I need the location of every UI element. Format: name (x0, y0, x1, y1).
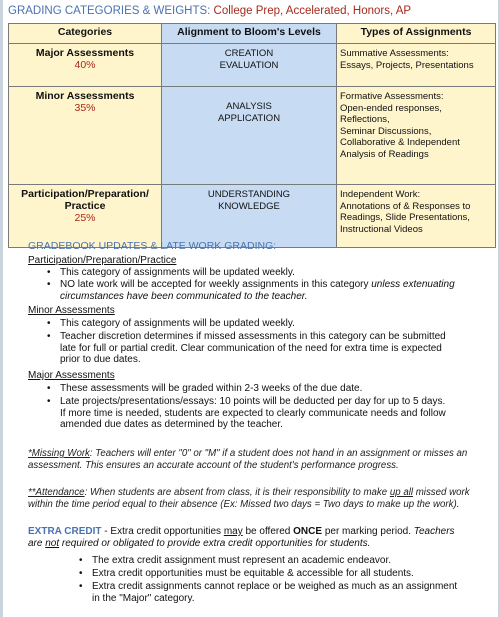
title-prefix: GRADING CATEGORIES & WEIGHTS: (8, 5, 211, 17)
list-item (79, 568, 414, 580)
attendance-text: within the time period equal to their absence (Ex: Missed two days = Two days to make up the work). (28, 498, 460, 510)
header-types: Types of Assignments (337, 24, 496, 44)
types-line: Summative Assessments: (340, 48, 449, 59)
types-line: Instructional Videos (340, 223, 423, 235)
extra-credit-text-italic: are (28, 537, 46, 549)
extra-credit-section (28, 526, 488, 549)
header-categories: Categories (9, 24, 162, 44)
bullet-text: NO late work will be accepted for weekly assignments in this category (60, 279, 369, 290)
header-bloom: Alignment to Bloom's Levels (162, 24, 337, 44)
bullet-icon: • (79, 581, 83, 592)
list-item (47, 279, 480, 302)
bullet-text: These assessments will be graded within 2-3 weeks of the due date. (60, 383, 363, 394)
bloom-level: APPLICATION (217, 113, 281, 124)
list-item (47, 383, 363, 395)
attendance-text-underlined: up all (389, 487, 414, 498)
extra-credit-not: not (45, 537, 60, 549)
types-line: Reflections, (340, 114, 390, 126)
attendance-note (28, 487, 480, 510)
types-line: Readings, Slide Presentations, (340, 212, 470, 224)
types-line: Annotations of & Responses to (340, 200, 471, 212)
types-line: Essays, Projects, Presentations (340, 59, 474, 71)
grading-table (8, 23, 496, 248)
missing-work-label: *Missing Work (28, 448, 90, 459)
participation-subheading: Participation/Preparation/Practice (28, 255, 177, 266)
extra-credit-text-italic: Teachers (410, 526, 455, 537)
minor-subheading: Minor Assessments (28, 305, 115, 316)
attendance-text: : When students are absent from class, it is their responsibility to make (84, 487, 390, 498)
bullet-text: amended due dates as determined by the teacher. (60, 419, 283, 430)
types-line: Collaborative & Independent (340, 137, 460, 149)
types-cell (337, 44, 496, 87)
major-subheading: Major Assessments (28, 370, 115, 381)
types-line: Independent Work: (340, 189, 421, 200)
types-line: Open-ended responses, (340, 102, 442, 114)
missing-work-note (28, 448, 480, 471)
bloom-level: ANALYSIS (226, 101, 272, 112)
table-row (9, 44, 496, 87)
bullet-icon: • (79, 555, 83, 566)
table-header-row (9, 24, 496, 44)
category-cell (9, 185, 162, 248)
list-item (47, 267, 295, 279)
category-weight: 40% (74, 59, 96, 71)
extra-credit-text: - Extra credit opportunities (101, 526, 224, 537)
extra-credit-text-italic: required or obligated to provide extra credit opportunities for students. (59, 537, 371, 549)
bullet-text: prior to due dates. (60, 354, 141, 365)
extra-credit-once: ONCE (293, 526, 323, 537)
bloom-cell (162, 87, 337, 185)
bullet-text-italic: unless extenuating (368, 279, 455, 290)
bullet-text: The extra credit assignment must represent an academic endeavor. (92, 555, 392, 566)
category-weight: 25% (74, 212, 96, 224)
types-cell (337, 87, 496, 185)
bullet-text: in the "Major" category. (92, 592, 195, 604)
attendance-label: **Attendance (28, 487, 85, 498)
attendance-text: missed work (413, 487, 470, 498)
category-cell (9, 44, 162, 87)
bullet-text: Late projects/presentations/essays: 10 points will be deducted per day for up to 5 days. (60, 396, 446, 407)
bloom-cell (162, 185, 337, 248)
bullet-text: late for full or partial credit. Clear communication of the need for extra time is expected (60, 342, 442, 354)
types-line: Seminar Discussions, (340, 125, 432, 137)
bloom-level: EVALUATION (219, 60, 279, 71)
list-item (47, 396, 485, 431)
bullet-icon: • (79, 568, 83, 579)
extra-credit-text: per marking period. (322, 526, 411, 537)
types-line: Formative Assessments: (340, 91, 444, 102)
bullet-text: Extra credit assignments cannot replace or be weighed as much as an assignment (92, 581, 458, 592)
bullet-text: Extra credit opportunities must be equitable & accessible for all students. (92, 568, 414, 579)
list-item (79, 581, 487, 604)
bullet-text: This category of assignments will be updated weekly. (60, 267, 295, 278)
missing-work-text: assessment. This ensures an accurate account of the student's performance progress. (28, 459, 399, 471)
bullet-icon: • (47, 396, 51, 407)
category-weight: 35% (74, 102, 96, 114)
bullet-icon: • (47, 383, 51, 394)
bloom-level: KNOWLEDGE (218, 201, 280, 212)
bullet-text: If more time is needed, students are expected to clearly communicate needs and follow (60, 407, 446, 419)
page-border-left (0, 0, 3, 617)
bloom-level: CREATION (224, 48, 274, 59)
category-name: Minor Assessments (35, 90, 135, 102)
title-levels: College Prep, Accelerated, Honors, AP (210, 5, 412, 17)
bullet-icon: • (47, 267, 51, 278)
bullet-icon: • (47, 279, 51, 290)
bloom-level: UNDERSTANDING (207, 189, 291, 200)
table-row (9, 87, 496, 185)
extra-credit-label: EXTRA CREDIT (28, 526, 102, 537)
list-item (79, 555, 392, 567)
missing-work-text: : Teachers will enter "0" or "M" if a student does not hand in an assignment or misses an (89, 448, 468, 459)
category-cell (9, 87, 162, 185)
bullet-text: Teacher discretion determines if missed assessments in this category can be submitted (60, 331, 446, 342)
bloom-cell (162, 44, 337, 87)
category-name: Participation/Preparation/ Practice (21, 188, 149, 212)
bullet-icon: • (47, 318, 51, 329)
list-item (47, 318, 295, 330)
page-title (8, 5, 411, 17)
table-row (9, 185, 496, 248)
bullet-icon: • (47, 331, 51, 342)
types-line: Analysis of Readings (340, 148, 429, 160)
gradebook-heading: GRADEBOOK UPDATES & LATE WORK GRADING: (28, 240, 277, 252)
extra-credit-may: may (223, 526, 243, 537)
category-name: Major Assessments (35, 47, 135, 59)
list-item (47, 331, 485, 366)
extra-credit-text: be offered (242, 526, 294, 537)
bullet-text-italic: circumstances have been communicated to the teacher. (60, 290, 308, 302)
bullet-text: This category of assignments will be updated weekly. (60, 318, 295, 329)
types-cell (337, 185, 496, 248)
